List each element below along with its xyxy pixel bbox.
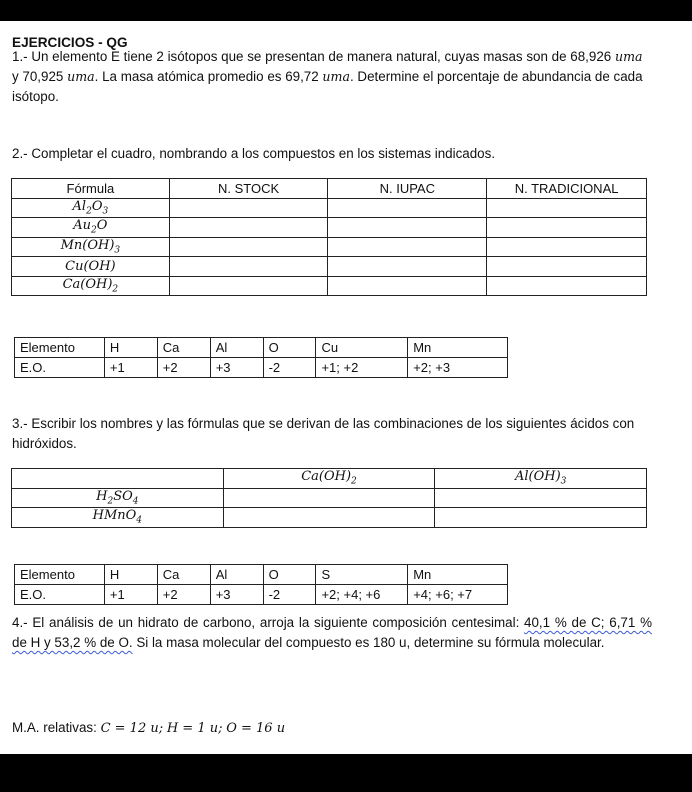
acids-table (11, 468, 647, 528)
table-row (15, 358, 508, 378)
table-cell: +2 (157, 585, 210, 605)
exercise-4-text: 4.- El análisis de un hidrato de carbono, arroja la siguiente composición centesimal: 40,1 % de C; 6,71 % de H y 53,2 % de O. Si la masa molecular del compuesto es 180 u, determine su fórmula molecular. (12, 615, 652, 650)
empty-corner-cell (12, 469, 224, 489)
answer-cell[interactable] (169, 218, 328, 238)
answer-cell[interactable] (328, 237, 487, 257)
table-row (12, 218, 647, 238)
answer-cell[interactable] (223, 508, 435, 528)
table-row (15, 565, 508, 585)
formula-cell: $Ca(OH)_2$ (12, 276, 170, 296)
table-row (15, 585, 508, 605)
table-cell: +3 (210, 585, 263, 605)
table-cell: Elemento (15, 338, 105, 358)
answer-cell[interactable] (487, 257, 647, 277)
answer-cell[interactable] (169, 257, 328, 277)
table-cell: +2; +4; +6 (316, 585, 408, 605)
table-cell: Elemento (15, 565, 105, 585)
table-cell: +2 (157, 358, 210, 378)
answer-cell[interactable] (223, 488, 435, 508)
table-cell: H (104, 565, 157, 585)
table-row (12, 237, 647, 257)
formula-cell: $Al_2O_3$ (12, 198, 170, 218)
table-cell: -2 (263, 585, 316, 605)
answer-cell[interactable] (435, 488, 647, 508)
table-cell: +4; +6; +7 (408, 585, 508, 605)
formula-cell: Cu(OH) (12, 257, 170, 277)
table-cell: H (104, 338, 157, 358)
table-row (12, 276, 647, 296)
formula-cell: $Au_2O$ (12, 218, 170, 238)
acid-h2so4: $H_2SO_4$ (12, 488, 224, 508)
table-cell: +3 (210, 358, 263, 378)
composition-text: 40,1 % de C; 6,71 % de H y 53,2 % de O. (12, 615, 652, 650)
table-cell: -2 (263, 358, 316, 378)
table-cell: Mn (408, 338, 508, 358)
answer-cell[interactable] (328, 257, 487, 277)
compounds-table (11, 178, 647, 296)
formula-cell: $Mn(OH)_3$ (12, 237, 170, 257)
header-formula: Fórmula (12, 179, 170, 199)
exercise-1-text: 1.- Un elemento E tiene 2 isótopos que se presentan de manera natural, cuyas masas son de 68,926 uma y 70,925 uma. La masa atómica promedio es 69,72 uma. Determine el porcentaje de abundancia de cada isótopo. (12, 49, 643, 104)
answer-cell[interactable] (328, 276, 487, 296)
header-stock: N. STOCK (169, 179, 328, 199)
answer-cell[interactable] (169, 237, 328, 257)
header-ca-oh2: $Ca(OH)_2$ (223, 469, 435, 489)
table-cell: Mn (408, 565, 508, 585)
header-iupac: N. IUPAC (328, 179, 487, 199)
acid-hmno4: HMnO$_4$ (12, 508, 224, 528)
table-cell: Ca (157, 338, 210, 358)
page-title: EJERCICIOS - QG (12, 35, 128, 50)
table-cell: +1 (104, 358, 157, 378)
answer-cell[interactable] (169, 276, 328, 296)
table-row (12, 508, 647, 528)
answer-cell[interactable] (328, 218, 487, 238)
answer-cell[interactable] (328, 198, 487, 218)
answer-cell[interactable] (487, 276, 647, 296)
table-cell: S (316, 565, 408, 585)
table-cell: +2; +3 (408, 358, 508, 378)
table-row (12, 257, 647, 277)
table-row (12, 488, 647, 508)
answer-cell[interactable] (435, 508, 647, 528)
oxidation-states-table-2 (14, 564, 508, 605)
table-header-row (12, 469, 647, 489)
table-cell: O (263, 565, 316, 585)
table-cell: O (263, 338, 316, 358)
table-cell: +1; +2 (316, 358, 408, 378)
answer-cell[interactable] (487, 237, 647, 257)
header-al-oh3: $Al(OH)_3$ (435, 469, 647, 489)
exercise-3-text: 3.- Escribir los nombres y las fórmulas que se derivan de las combinaciones de los siguientes ácidos con hidróxidos. (12, 416, 635, 451)
exercise-2-text: 2.- Completar el cuadro, nombrando a los compuestos en los sistemas indicados. (12, 146, 496, 161)
table-cell: Cu (316, 338, 408, 358)
table-cell: E.O. (15, 585, 105, 605)
table-cell: Ca (157, 565, 210, 585)
header-tradicional: N. TRADICIONAL (487, 179, 647, 199)
table-row (12, 198, 647, 218)
answer-cell[interactable] (487, 218, 647, 238)
table-header-row (12, 179, 647, 199)
table-row (15, 338, 508, 358)
table-cell: +1 (104, 585, 157, 605)
relative-atomic-masses: M.A. relativas: C = 12 u; H = 1 u; O = 16 u (12, 720, 286, 736)
answer-cell[interactable] (487, 198, 647, 218)
table-cell: E.O. (15, 358, 105, 378)
answer-cell[interactable] (169, 198, 328, 218)
table-cell: Al (210, 565, 263, 585)
oxidation-states-table-1 (14, 337, 508, 378)
table-cell: Al (210, 338, 263, 358)
